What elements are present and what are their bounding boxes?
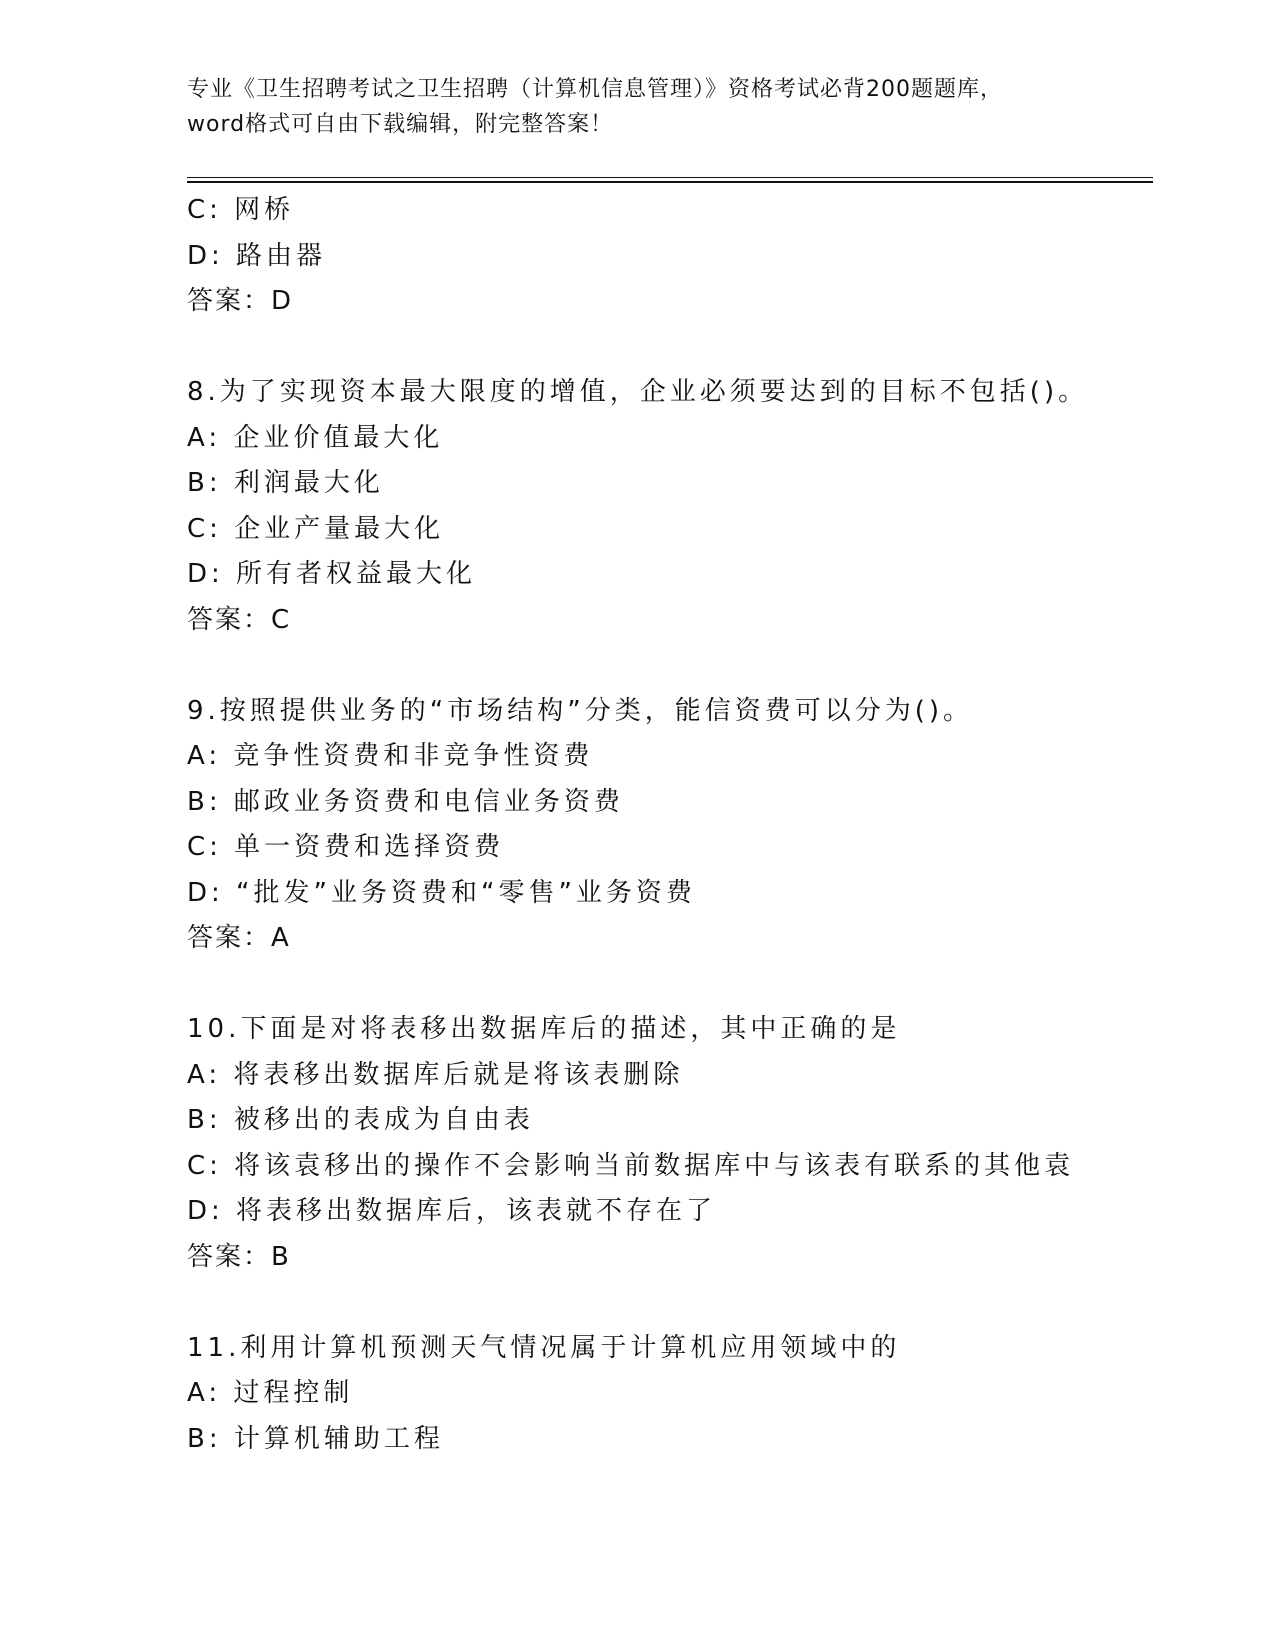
option-b: B: 邮政业务资费和电信业务资费 <box>187 786 624 817</box>
option-c: C: 企业产量最大化 <box>187 513 445 544</box>
option-c: C: 单一资费和选择资费 <box>187 832 505 862</box>
option-d: D: 将表移出数据库后，该表就不存在了 <box>187 1196 717 1226</box>
option-a: A: 竞争性资费和非竞争性资费 <box>187 741 594 771</box>
option-a: A: 企业价值最大化 <box>187 422 444 453</box>
option-a: A: 将表移出数据库后就是将该表删除 <box>187 1059 684 1090</box>
question-text: 11.利用计算机预测天气情况属于计算机应用领域中的 <box>187 1332 901 1363</box>
option-b: B: 被移出的表成为自由表 <box>187 1105 534 1135</box>
header-line-1: 专业《卫生招聘考试之卫生招聘（计算机信息管理）》资格考试必背200题题库， <box>187 77 1003 102</box>
spacer <box>187 1280 1147 1326</box>
option-b: B: 计算机辅助工程 <box>187 1423 444 1454</box>
option-b: B: 利润最大化 <box>187 468 384 498</box>
option-d: D: “批发”业务资费和“零售”业务资费 <box>187 877 696 908</box>
question-text: 8.为了实现资本最大限度的增值，企业必须要达到的目标不包括()。 <box>187 377 1089 407</box>
header-divider <box>187 177 1153 178</box>
answer-text: 答案：D <box>187 286 294 316</box>
header-line-2: word格式可自由下载编辑，附完整答案！ <box>187 112 614 137</box>
answer-text: 答案：B <box>187 1241 291 1272</box>
spacer <box>187 962 1147 1008</box>
option-c: C: 网桥 <box>187 195 295 225</box>
question-text: 9.按照提供业务的“市场结构”分类，能信资费可以分为()。 <box>187 695 974 726</box>
document-header <box>187 72 1087 142</box>
option-d: D: 所有者权益最大化 <box>187 559 477 589</box>
answer-text: 答案：A <box>187 923 291 953</box>
question-list <box>187 188 1147 1462</box>
option-a: A: 过程控制 <box>187 1378 354 1408</box>
question-text: 10.下面是对将表移出数据库后的描述，其中正确的是 <box>187 1014 901 1044</box>
spacer <box>187 643 1147 689</box>
option-d: D: 路由器 <box>187 240 327 271</box>
answer-text: 答案：C <box>187 604 292 635</box>
spacer <box>187 325 1147 371</box>
option-c: C: 将该袁移出的操作不会影响当前数据库中与该表有联系的其他袁 <box>187 1150 1075 1181</box>
header-divider-bold <box>187 181 1153 183</box>
